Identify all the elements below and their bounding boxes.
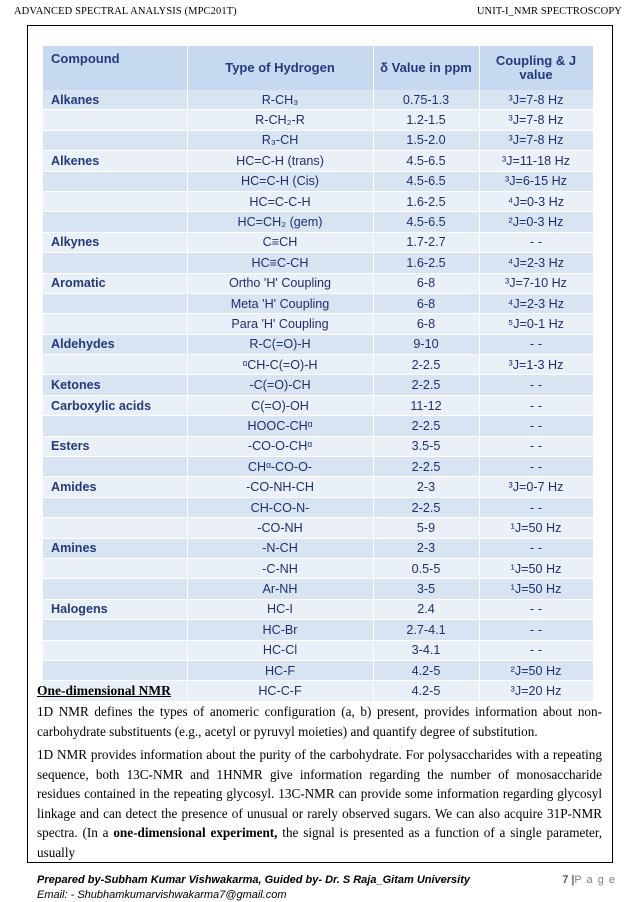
cell-compound: [43, 110, 187, 130]
cell-coupling: ¹J=50 Hz: [479, 518, 593, 538]
cell-hydrogen-type: Ar-NH: [187, 579, 373, 599]
footer-email: Email: - Shubhamkumarvishwakarma7@gmail.com: [37, 889, 287, 901]
cell-delta: 4.2-5: [373, 660, 479, 680]
table-row: [43, 212, 593, 232]
cell-hydrogen-type: R-CH₃: [187, 90, 373, 110]
cell-compound: Esters: [43, 436, 187, 456]
col-header-coupling: Coupling & J value: [479, 46, 593, 90]
cell-coupling: - -: [479, 599, 593, 619]
cell-coupling: - -: [479, 375, 593, 395]
cell-coupling: ³J=20 Hz: [479, 681, 593, 701]
paragraph-2-bold: one-dimensional experiment,: [113, 825, 278, 840]
paragraph-1: 1D NMR defines the types of anomeric configuration (a, b) present, provides information about non-carbohydrate substituents (e.g., acetyl or pyruvyl moieties) and quantify degree of substitution.: [37, 704, 602, 739]
cell-hydrogen-type: HC-I: [187, 599, 373, 619]
cell-hydrogen-type: CHᵅ-CO-O-: [187, 457, 373, 477]
cell-coupling: - -: [479, 395, 593, 415]
cell-hydrogen-type: -CO-NH-CH: [187, 477, 373, 497]
cell-compound: [43, 171, 187, 191]
table-row: [43, 171, 593, 191]
cell-delta: 2-2.5: [373, 416, 479, 436]
cell-hydrogen-type: Ortho 'H' Coupling: [187, 273, 373, 293]
section-title: One-dimensional NMR: [37, 683, 171, 698]
table-row: [43, 314, 593, 334]
cell-delta: 3-5: [373, 579, 479, 599]
col-header-delta: δ Value in ppm: [373, 46, 479, 90]
cell-coupling: - -: [479, 334, 593, 354]
paragraph-2-end: the signal is presented as a function of a single parameter, usually: [37, 825, 602, 860]
col-header-compound: Compound: [43, 46, 187, 90]
cell-delta: 2-2.5: [373, 355, 479, 375]
table-row: [43, 375, 593, 395]
cell-delta: 6-8: [373, 314, 479, 334]
cell-delta: 2-3: [373, 538, 479, 558]
cell-delta: 4.5-6.5: [373, 151, 479, 171]
cell-delta: 5-9: [373, 518, 479, 538]
table-row: [43, 497, 593, 517]
cell-delta: 6-8: [373, 293, 479, 313]
cell-hydrogen-type: -N-CH: [187, 538, 373, 558]
table-row: [43, 436, 593, 456]
cell-coupling: ³J=7-8 Hz: [479, 90, 593, 110]
table-row: [43, 457, 593, 477]
table-row: [43, 477, 593, 497]
cell-delta: 11-12: [373, 395, 479, 415]
cell-coupling: ³J=0-7 Hz: [479, 477, 593, 497]
cell-compound: [43, 640, 187, 660]
cell-compound: [43, 416, 187, 436]
cell-compound: Amines: [43, 538, 187, 558]
cell-delta: 2.7-4.1: [373, 620, 479, 640]
cell-delta: 9-10: [373, 334, 479, 354]
cell-coupling: ³J=7-8 Hz: [479, 110, 593, 130]
table-row: [43, 151, 593, 171]
table-row: [43, 640, 593, 660]
cell-hydrogen-type: HOOC-CHᵅ: [187, 416, 373, 436]
nmr-shift-table: [43, 46, 594, 702]
running-header-right: UNIT-I_NMR SPECTROSCOPY: [476, 6, 622, 17]
cell-hydrogen-type: HC=C-C-H: [187, 191, 373, 211]
cell-compound: [43, 620, 187, 640]
cell-coupling: ⁵J=0-1 Hz: [479, 314, 593, 334]
cell-delta: 2-2.5: [373, 375, 479, 395]
table-body: [43, 90, 593, 701]
cell-hydrogen-type: HC-Cl: [187, 640, 373, 660]
cell-compound: Ketones: [43, 375, 187, 395]
cell-delta: 0.5-5: [373, 558, 479, 578]
cell-hydrogen-type: C(=O)-OH: [187, 395, 373, 415]
running-header-left: ADVANCED SPECTRAL ANALYSIS (MPC201T): [14, 6, 237, 17]
cell-hydrogen-type: ᵅCH-C(=O)-H: [187, 355, 373, 375]
table-row: [43, 253, 593, 273]
cell-hydrogen-type: HC=C-H (Cis): [187, 171, 373, 191]
cell-coupling: ²J=50 Hz: [479, 660, 593, 680]
cell-hydrogen-type: CH-CO-N-: [187, 497, 373, 517]
table-row: [43, 599, 593, 619]
cell-delta: 1.7-2.7: [373, 232, 479, 252]
cell-delta: 2-2.5: [373, 497, 479, 517]
table-row: [43, 273, 593, 293]
cell-coupling: ⁴J=2-3 Hz: [479, 293, 593, 313]
page-number: [562, 874, 616, 886]
cell-coupling: - -: [479, 416, 593, 436]
cell-compound: [43, 314, 187, 334]
cell-hydrogen-type: -CO-O-CHᵅ: [187, 436, 373, 456]
cell-compound: [43, 355, 187, 375]
cell-coupling: ⁴J=0-3 Hz: [479, 191, 593, 211]
cell-coupling: - -: [479, 232, 593, 252]
cell-compound: [43, 191, 187, 211]
table-row: [43, 232, 593, 252]
cell-coupling: - -: [479, 436, 593, 456]
cell-coupling: ³J=11-18 Hz: [479, 151, 593, 171]
cell-hydrogen-type: -C(=O)-CH: [187, 375, 373, 395]
cell-compound: Alkanes: [43, 90, 187, 110]
page-label: P a g e: [574, 874, 616, 886]
table-row: [43, 355, 593, 375]
cell-delta: 3-4.1: [373, 640, 479, 660]
cell-delta: 2-3: [373, 477, 479, 497]
cell-delta: 4.5-6.5: [373, 212, 479, 232]
table-row: [43, 191, 593, 211]
table-row: [43, 620, 593, 640]
cell-hydrogen-type: HC-F: [187, 660, 373, 680]
table-row: [43, 293, 593, 313]
cell-compound: Amides: [43, 477, 187, 497]
cell-compound: Alkenes: [43, 151, 187, 171]
cell-compound: [43, 660, 187, 680]
table-row: [43, 395, 593, 415]
cell-delta: 2.4: [373, 599, 479, 619]
page-separator: |: [571, 874, 575, 886]
paragraph-2-text: 1D NMR provides information about the purity of the carbohydrate. For polysaccharides with a repeating sequence, both 13C-NMR and 1HNMR give information regarding the number of monosaccharide residues contained in the repeating glycosyl. 13C-NMR can provide some information regarding glycosyl linkage and can detect the presence of unusual or rarely observed sugars. We can also acquire 31P-NMR spectra. (In a: [37, 747, 602, 840]
cell-delta: 4.2-5: [373, 681, 479, 701]
cell-delta: 0.75-1.3: [373, 90, 479, 110]
cell-delta: 1.6-2.5: [373, 191, 479, 211]
cell-hydrogen-type: R-C(=O)-H: [187, 334, 373, 354]
cell-compound: [43, 497, 187, 517]
cell-compound: [43, 253, 187, 273]
cell-compound: Aldehydes: [43, 334, 187, 354]
col-header-hydrogen-type: Type of Hydrogen: [187, 46, 373, 90]
cell-hydrogen-type: C≡CH: [187, 232, 373, 252]
cell-hydrogen-type: Meta 'H' Coupling: [187, 293, 373, 313]
table-row: [43, 518, 593, 538]
table-row: [43, 130, 593, 150]
cell-coupling: ³J=7-8 Hz: [479, 130, 593, 150]
cell-compound: Halogens: [43, 599, 187, 619]
cell-coupling: - -: [479, 457, 593, 477]
cell-coupling: - -: [479, 640, 593, 660]
cell-delta: 2-2.5: [373, 457, 479, 477]
cell-coupling: ³J=6-15 Hz: [479, 171, 593, 191]
cell-coupling: ⁴J=2-3 Hz: [479, 253, 593, 273]
table-row: [43, 558, 593, 578]
cell-hydrogen-type: HC=C-H (trans): [187, 151, 373, 171]
paragraph-2: [37, 745, 602, 862]
cell-hydrogen-type: -CO-NH: [187, 518, 373, 538]
cell-compound: [43, 579, 187, 599]
cell-coupling: - -: [479, 497, 593, 517]
table-row: [43, 334, 593, 354]
cell-hydrogen-type: R-CH₂-R: [187, 110, 373, 130]
cell-delta: 1.6-2.5: [373, 253, 479, 273]
cell-compound: [43, 518, 187, 538]
table-row: [43, 110, 593, 130]
cell-coupling: - -: [479, 538, 593, 558]
cell-coupling: ¹J=50 Hz: [479, 558, 593, 578]
cell-compound: Alkynes: [43, 232, 187, 252]
cell-hydrogen-type: HC=CH₂ (gem): [187, 212, 373, 232]
cell-hydrogen-type: HC-Br: [187, 620, 373, 640]
cell-compound: Carboxylic acids: [43, 395, 187, 415]
cell-compound: [43, 558, 187, 578]
table-row: [43, 579, 593, 599]
cell-hydrogen-type: HC-C-F: [187, 681, 373, 701]
cell-delta: 1.2-1.5: [373, 110, 479, 130]
cell-coupling: ²J=0-3 Hz: [479, 212, 593, 232]
cell-hydrogen-type: R₃-CH: [187, 130, 373, 150]
cell-coupling: ³J=1-3 Hz: [479, 355, 593, 375]
cell-hydrogen-type: -C-NH: [187, 558, 373, 578]
cell-compound: [43, 130, 187, 150]
cell-delta: 6-8: [373, 273, 479, 293]
cell-compound: [43, 457, 187, 477]
cell-delta: 3.5-5: [373, 436, 479, 456]
cell-coupling: ³J=7-10 Hz: [479, 273, 593, 293]
footer-credit: Prepared by-Subham Kumar Vishwakarma, Guided by- Dr. S Raja_Gitam University: [37, 874, 471, 886]
table-row: [43, 90, 593, 110]
cell-compound: [43, 212, 187, 232]
table-row: [43, 538, 593, 558]
cell-delta: 4.5-6.5: [373, 171, 479, 191]
cell-coupling: - -: [479, 620, 593, 640]
cell-hydrogen-type: Para 'H' Coupling: [187, 314, 373, 334]
table-row: [43, 660, 593, 680]
cell-hydrogen-type: HC≡C-CH: [187, 253, 373, 273]
table-row: [43, 416, 593, 436]
cell-compound: [43, 293, 187, 313]
cell-compound: Aromatic: [43, 273, 187, 293]
cell-delta: 1.5-2.0: [373, 130, 479, 150]
page-number-value: 7: [562, 874, 569, 886]
cell-coupling: ¹J=50 Hz: [479, 579, 593, 599]
